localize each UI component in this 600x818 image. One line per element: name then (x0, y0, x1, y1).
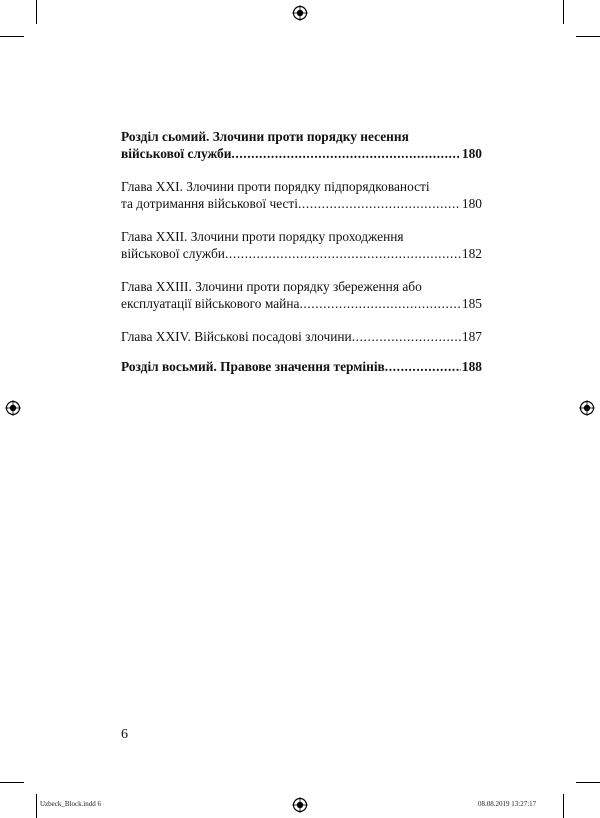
crop-mark-top-right-h (576, 36, 600, 37)
toc-page-number: 182 (461, 246, 482, 261)
toc-entry-title-cont: та дотримання військової честі (121, 196, 298, 211)
registration-mark-icon (292, 797, 308, 813)
registration-mark-icon (5, 400, 21, 416)
leader-dots (385, 358, 461, 375)
toc-entry-title-cont: військової служби (121, 246, 225, 261)
toc-entry-chapter-23 (121, 278, 482, 312)
toc-page-number: 187 (461, 329, 482, 344)
toc-page-number: 180 (461, 146, 482, 161)
toc-entry-chapter-21 (121, 178, 482, 212)
toc-entry-title-cont: експлуатації військового майна (121, 296, 300, 311)
toc-entry-title: Розділ сьомий. Злочини проти порядку несення (121, 129, 409, 144)
slug-datetime: 08.08.2019 13:27:17 (478, 800, 537, 808)
crop-mark-top-left (36, 0, 37, 24)
toc-entry-section-8 (121, 358, 482, 375)
toc-entry-title-cont: військової служби (121, 146, 232, 161)
leader-dots (298, 195, 461, 212)
toc-entry-chapter-24 (121, 328, 482, 345)
toc-entry-section-7 (121, 128, 482, 162)
crop-mark-bottom-left-h (0, 782, 24, 783)
toc-page-number: 185 (461, 296, 482, 311)
crop-mark-bottom-left (36, 794, 37, 818)
leader-dots (352, 328, 461, 345)
page-number: 6 (121, 727, 128, 742)
leader-dots (225, 245, 461, 262)
crop-mark-bottom-right (563, 794, 564, 818)
leader-dots (231, 145, 460, 162)
registration-mark-icon (579, 400, 595, 416)
toc-entry-title: Глава XXIV. Військові посадові злочини (121, 329, 352, 344)
table-of-contents (121, 128, 482, 391)
slug-filename: Uzbeck_Block.indd 6 (40, 800, 102, 808)
toc-entry-title: Глава XXI. Злочини проти порядку підпорядкованості (121, 179, 430, 194)
toc-page-number: 180 (461, 196, 482, 211)
registration-mark-icon (292, 5, 308, 21)
crop-mark-top-left-h (0, 36, 24, 37)
toc-entry-title: Глава XXIII. Злочини проти порядку збереження або (121, 279, 422, 294)
toc-entry-title: Розділ восьмий. Правове значення термінів (121, 359, 385, 374)
toc-entry-title: Глава XXII. Злочини проти порядку проходження (121, 229, 404, 244)
leader-dots (299, 295, 460, 312)
toc-entry-chapter-22 (121, 228, 482, 262)
crop-mark-bottom-right-h (576, 782, 600, 783)
toc-page-number: 188 (461, 359, 482, 374)
crop-mark-top-right (563, 0, 564, 24)
